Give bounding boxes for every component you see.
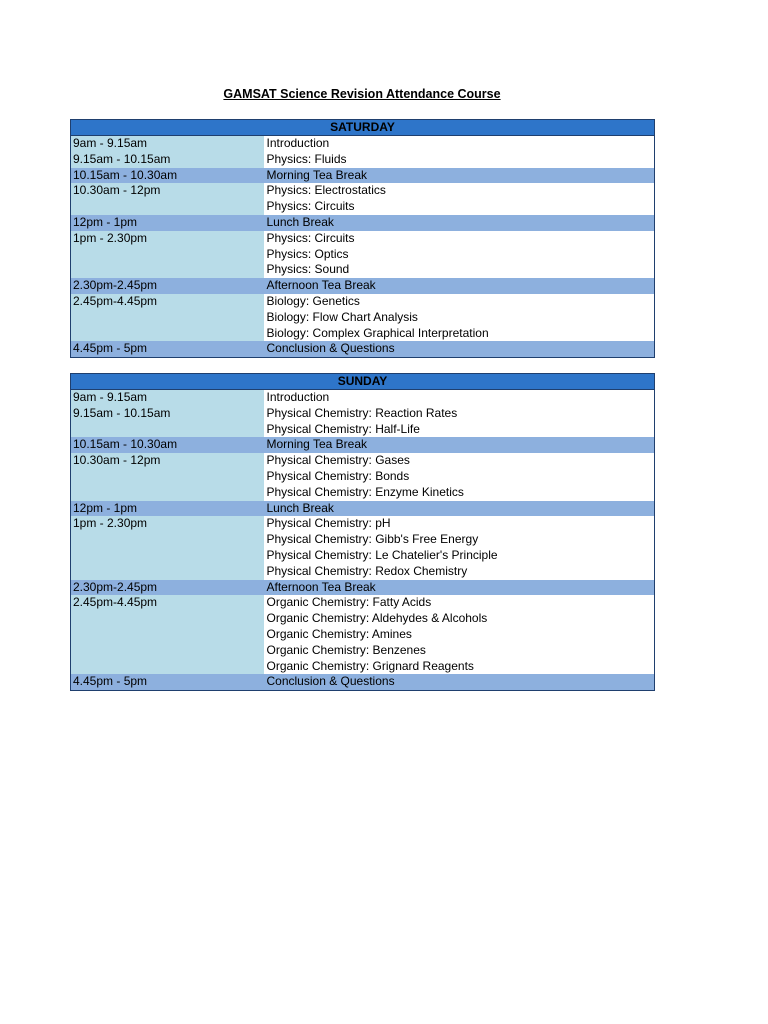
session-row [71, 390, 655, 406]
topic-item: Physical Chemistry: Half-Life [266, 421, 420, 436]
topic-item: Physical Chemistry: Reaction Rates [266, 405, 458, 420]
session-row [71, 152, 655, 168]
time-slot: 9am - 9.15am [73, 390, 148, 404]
activity-cell [264, 152, 655, 168]
break-row [71, 437, 655, 453]
break-label: Lunch Break [266, 214, 334, 229]
activity-cell [264, 595, 655, 674]
topic-item: Biology: Complex Graphical Interpretation [266, 325, 489, 340]
time-slot: 10.30am - 12pm [73, 453, 161, 468]
topic-item: Physics: Circuits [266, 230, 355, 245]
time-cell [71, 231, 264, 278]
activity-cell [264, 437, 655, 453]
time-cell [71, 183, 264, 215]
day-header: SATURDAY [71, 120, 655, 136]
break-row [71, 215, 655, 231]
time-cell [71, 136, 264, 152]
day-header-row [71, 374, 655, 390]
break-row [71, 278, 655, 294]
activity-cell [264, 231, 655, 278]
time-cell [71, 168, 264, 184]
time-slot: 1pm - 2.30pm [73, 230, 148, 245]
topic-item: Organic Chemistry: Amines [266, 626, 412, 641]
saturday-schedule-table [70, 119, 655, 358]
topic-item: Physical Chemistry: Enzyme Kinetics [266, 484, 464, 499]
activity-cell [264, 341, 655, 357]
time-slot: 10.15am - 10.30am [73, 167, 178, 182]
schedule-body [71, 136, 655, 358]
topic-item: Biology: Flow Chart Analysis [266, 309, 418, 324]
topic-item: Physical Chemistry: Redox Chemistry [266, 563, 468, 578]
document-title [70, 87, 654, 101]
time-slot: 12pm - 1pm [73, 214, 138, 229]
topic-item: Organic Chemistry: Benzenes [266, 642, 426, 657]
time-cell [71, 390, 264, 406]
activity-cell [264, 580, 655, 596]
time-cell [71, 215, 264, 231]
time-slot: 1pm - 2.30pm [73, 516, 148, 531]
sunday-schedule-table [70, 373, 655, 691]
time-cell [71, 516, 264, 579]
topic-item: Biology: Genetics [266, 293, 360, 308]
topic-item: Physical Chemistry: Gases [266, 453, 410, 468]
time-cell [71, 580, 264, 596]
session-row [71, 136, 655, 152]
activity-cell [264, 136, 655, 152]
session-row [71, 516, 655, 579]
topic-item: Introduction [266, 136, 330, 150]
time-cell [71, 501, 264, 517]
break-label: Morning Tea Break [266, 167, 367, 182]
time-cell [71, 437, 264, 453]
activity-cell [264, 501, 655, 517]
time-slot: 2.45pm-4.45pm [73, 595, 158, 610]
time-cell [71, 341, 264, 357]
day-header: SUNDAY [71, 374, 655, 390]
activity-cell [264, 215, 655, 231]
session-row [71, 595, 655, 674]
break-label: Afternoon Tea Break [266, 579, 376, 594]
break-row [71, 168, 655, 184]
day-header-row [71, 120, 655, 136]
time-slot: 12pm - 1pm [73, 500, 138, 515]
topic-item: Physics: Circuits [266, 199, 355, 214]
break-label: Conclusion & Questions [266, 341, 395, 356]
topic-item: Introduction [266, 390, 330, 404]
activity-cell [264, 406, 655, 438]
time-cell [71, 406, 264, 438]
time-cell [71, 294, 264, 341]
break-row [71, 341, 655, 357]
topic-item: Physical Chemistry: pH [266, 516, 391, 531]
topic-item: Physics: Optics [266, 246, 349, 261]
break-label: Lunch Break [266, 500, 334, 515]
activity-cell [264, 183, 655, 215]
topic-item: Physical Chemistry: Gibb's Free Energy [266, 532, 479, 547]
session-row [71, 294, 655, 341]
break-label: Morning Tea Break [266, 437, 367, 452]
time-cell [71, 595, 264, 674]
session-row [71, 183, 655, 215]
topic-item: Organic Chemistry: Fatty Acids [266, 595, 432, 610]
time-cell [71, 674, 264, 690]
break-label: Conclusion & Questions [266, 674, 395, 689]
break-row [71, 580, 655, 596]
break-row [71, 674, 655, 690]
activity-cell [264, 453, 655, 500]
time-slot: 10.15am - 10.30am [73, 437, 178, 452]
activity-cell [264, 674, 655, 690]
time-slot: 2.45pm-4.45pm [73, 293, 158, 308]
time-slot: 4.45pm - 5pm [73, 341, 148, 356]
topic-item: Physics: Electrostatics [266, 183, 386, 198]
time-cell [71, 278, 264, 294]
topic-item: Organic Chemistry: Aldehydes & Alcohols [266, 611, 488, 626]
time-slot: 2.30pm-2.45pm [73, 579, 158, 594]
time-slot: 9am - 9.15am [73, 136, 148, 150]
break-row [71, 501, 655, 517]
session-row [71, 453, 655, 500]
session-row [71, 406, 655, 438]
session-row [71, 231, 655, 278]
topic-item: Physics: Sound [266, 262, 350, 277]
activity-cell [264, 390, 655, 406]
time-cell [71, 152, 264, 168]
activity-cell [264, 168, 655, 184]
topic-item: Physical Chemistry: Le Chatelier's Principle [266, 547, 498, 562]
topic-item: Physical Chemistry: Bonds [266, 468, 410, 483]
time-cell [71, 453, 264, 500]
time-slot: 10.30am - 12pm [73, 183, 161, 198]
time-slot: 9.15am - 10.15am [73, 151, 171, 166]
topic-item: Organic Chemistry: Grignard Reagents [266, 658, 474, 673]
time-slot: 9.15am - 10.15am [73, 405, 171, 420]
activity-cell [264, 516, 655, 579]
activity-cell [264, 278, 655, 294]
time-slot: 2.30pm-2.45pm [73, 278, 158, 293]
schedule-body [71, 390, 655, 691]
document-title-text: GAMSAT Science Revision Attendance Course [223, 87, 501, 101]
break-label: Afternoon Tea Break [266, 278, 376, 293]
topic-item: Physics: Fluids [266, 151, 347, 166]
time-slot: 4.45pm - 5pm [73, 674, 148, 689]
activity-cell [264, 294, 655, 341]
